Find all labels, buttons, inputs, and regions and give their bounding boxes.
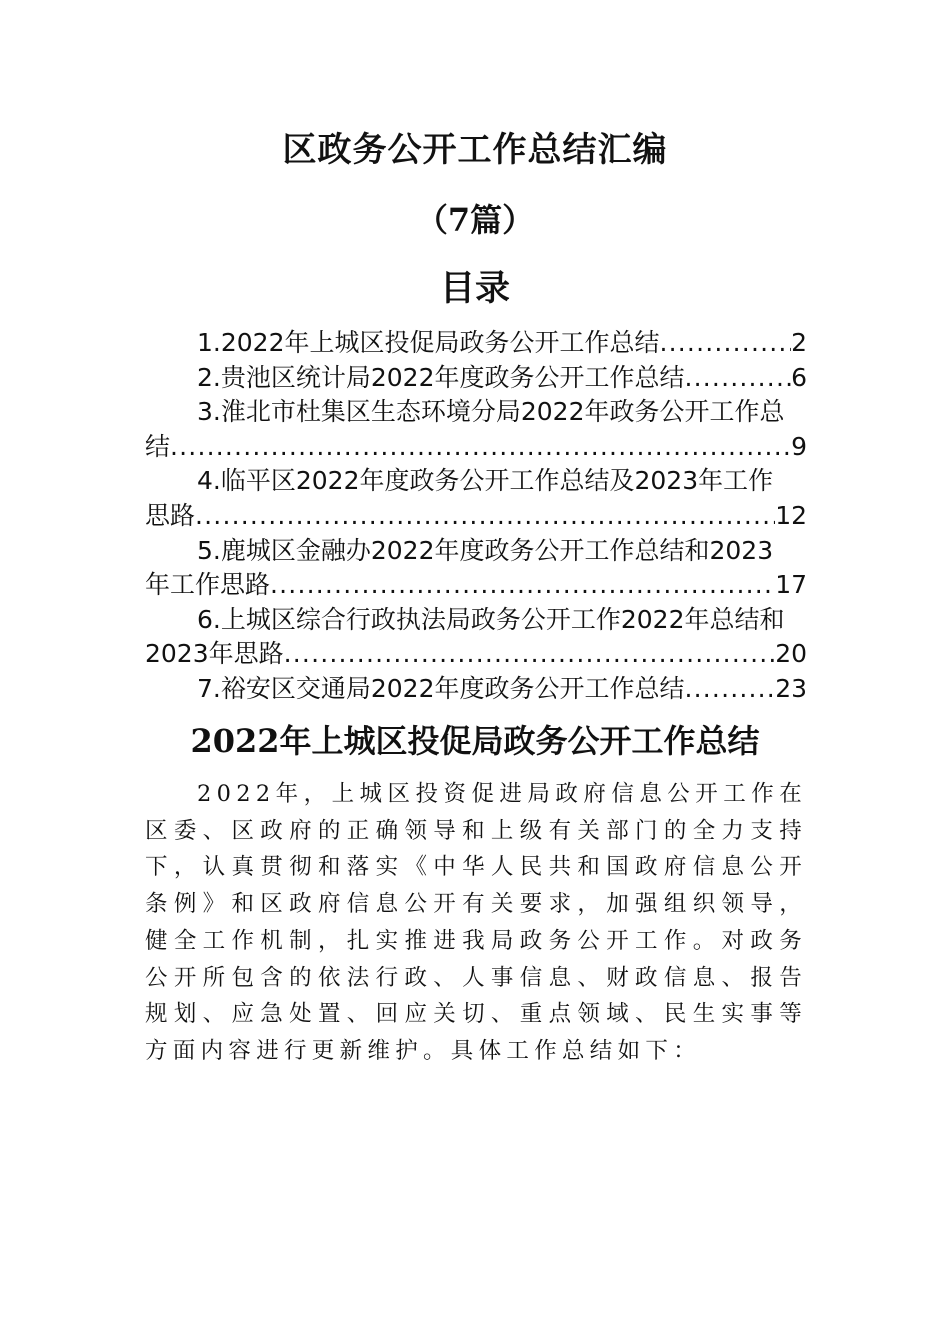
toc-entry-1[interactable] [145, 326, 807, 361]
toc-leader-dots [284, 637, 776, 672]
toc-entry-2[interactable] [145, 361, 807, 396]
toc-entry-text: 3.淮北市杜集区生态环境分局2022年政务公开工作总 [197, 397, 785, 427]
toc-entry-text: 7.裕安区交通局2022年度政务公开工作总结 [197, 673, 685, 703]
toc-entry-text-cont: 年工作思路 [145, 570, 271, 600]
toc-page-number: 9 [791, 431, 807, 461]
toc-entry-text-cont: 思路 [145, 500, 196, 530]
toc-entry-text: 1.2022年上城区投促局政务公开工作总结 [197, 328, 660, 357]
toc-leader-dots [659, 326, 791, 361]
toc-entry-7[interactable] [145, 672, 807, 707]
toc-page-number: 12 [775, 500, 807, 530]
toc-leader-dots [270, 568, 775, 603]
toc-page-number: 6 [791, 362, 807, 392]
toc-page-number: 23 [775, 673, 807, 703]
toc-entry-text: 4.临平区2022年度政务公开工作总结及2023年工作 [197, 466, 774, 496]
toc-entry-3[interactable] [145, 395, 807, 464]
toc-leader-dots [170, 430, 791, 465]
toc-leader-dots [684, 672, 775, 707]
section-paragraph: 2022年，上城区投资促进局政府信息公开工作在区委、区政府的正确领导和上级有关部门的全力支持下，认真贯彻和落实《中华人民共和国政府信息公开条例》和区政府信息公开有关要求，加强组织领导，健全工作机制，扎实推进我局政务公开工作。对政务公开所包含的依法行政、人事信息、财政信息、报告规划、应急处置、回应关切、重点领域、民生实事等方面内容进行更新维护。具体工作总结如下： [145, 781, 807, 1064]
toc-entry-text-cont: 2023年思路 [145, 639, 284, 669]
toc-entry-5[interactable] [145, 534, 807, 603]
toc-page-number: 2 [791, 328, 807, 357]
table-of-contents [145, 326, 807, 707]
toc-page-number: 20 [775, 639, 807, 669]
toc-heading: 目录 [439, 268, 510, 309]
toc-leader-dots [684, 361, 791, 396]
toc-entry-4[interactable] [145, 464, 807, 533]
document-title: 区政务公开工作总结汇编 [282, 130, 668, 170]
section-title: 2022年上城区投促局政务公开工作总结 [190, 722, 760, 760]
toc-entry-text: 5.鹿城区金融办2022年度政务公开工作总结和2023 [197, 535, 774, 565]
toc-entry-6[interactable] [145, 603, 807, 672]
toc-page-number: 17 [775, 570, 807, 600]
toc-entry-text: 2.贵池区统计局2022年度政务公开工作总结 [197, 362, 685, 392]
toc-entry-text-cont: 结 [145, 431, 171, 461]
toc-leader-dots [195, 499, 775, 534]
toc-entry-text: 6.上城区综合行政执法局政务公开工作2022年总结和 [197, 604, 785, 634]
document-count: （7篇） [415, 201, 535, 239]
